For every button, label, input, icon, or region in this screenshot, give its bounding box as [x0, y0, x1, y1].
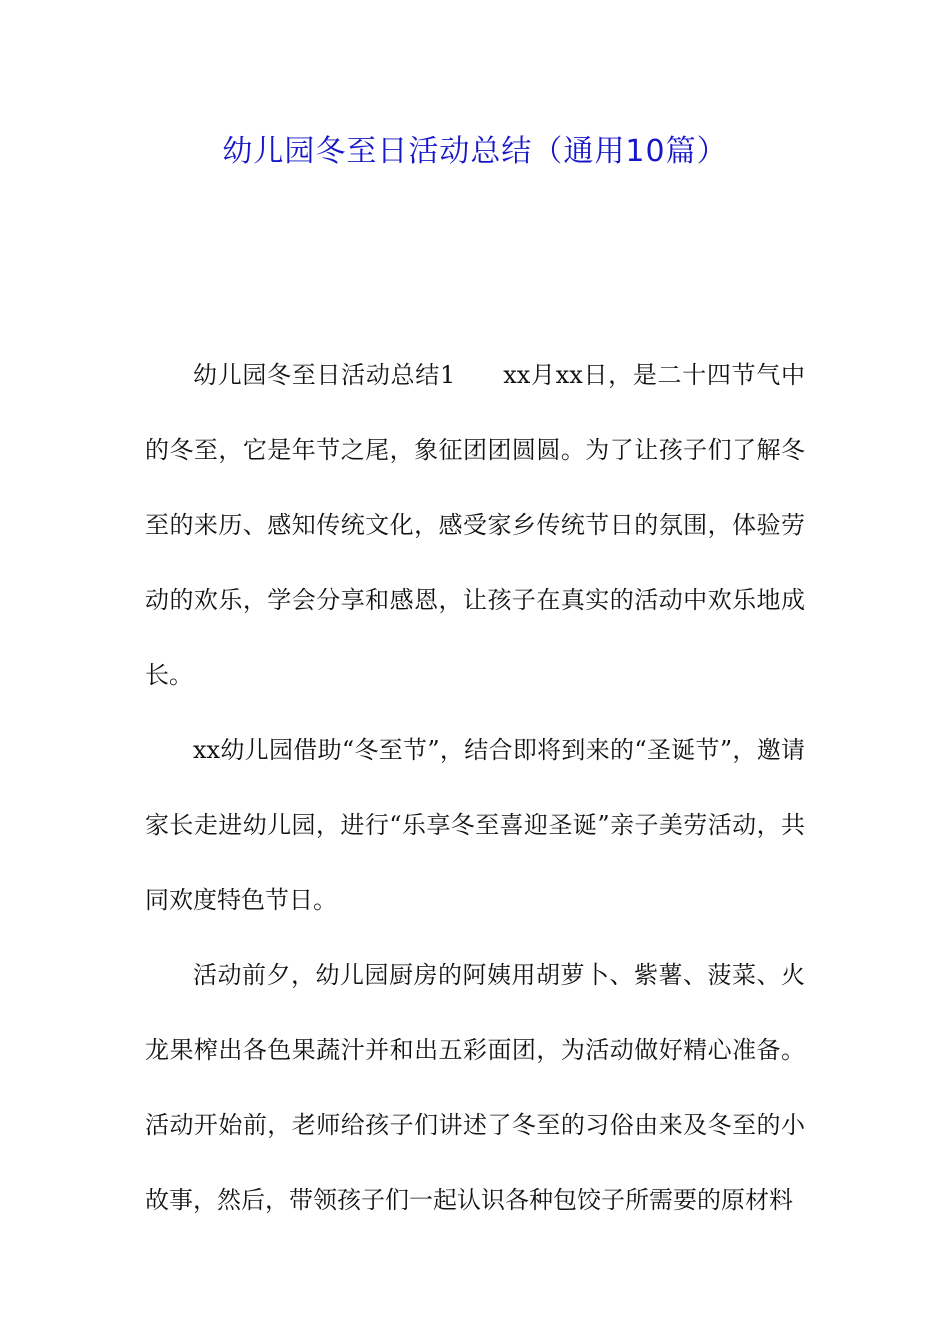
paragraph-3: 活动前夕，幼儿园厨房的阿姨用胡萝卜、紫薯、菠菜、火龙果榨出各色果蔬汁并和出五彩面团，为活动做好精心准备。活动开始前，老师给孩子们讲述了冬至的习俗由来及冬至的小故事，然后，带领孩子们一起认识各种包饺子所需要的原材料 — [145, 961, 805, 1214]
paragraph-2: xx幼儿园借助“冬至节”，结合即将到来的“圣诞节”，邀请家长走进幼儿园，进行“乐享冬至喜迎圣诞”亲子美劳活动，共同欢度特色节日。 — [145, 736, 805, 914]
document-body — [145, 338, 805, 1238]
paragraph-1 — [145, 338, 805, 713]
document-title: 幼儿园冬至日活动总结（通用10篇） — [222, 134, 728, 169]
paragraph-1-lead: 幼儿园冬至日活动总结1 — [193, 361, 456, 389]
paragraph-1-text: xx月xx日，是二十四节气中的冬至，它是年节之尾，象征团团圆圆。为了让孩子们了解冬至的来历、感知传统文化，感受家乡传统节日的氛围，体验劳动的欢乐，学会分享和感恩，让孩子在真实的活动中欢乐地成长。 — [145, 361, 805, 689]
